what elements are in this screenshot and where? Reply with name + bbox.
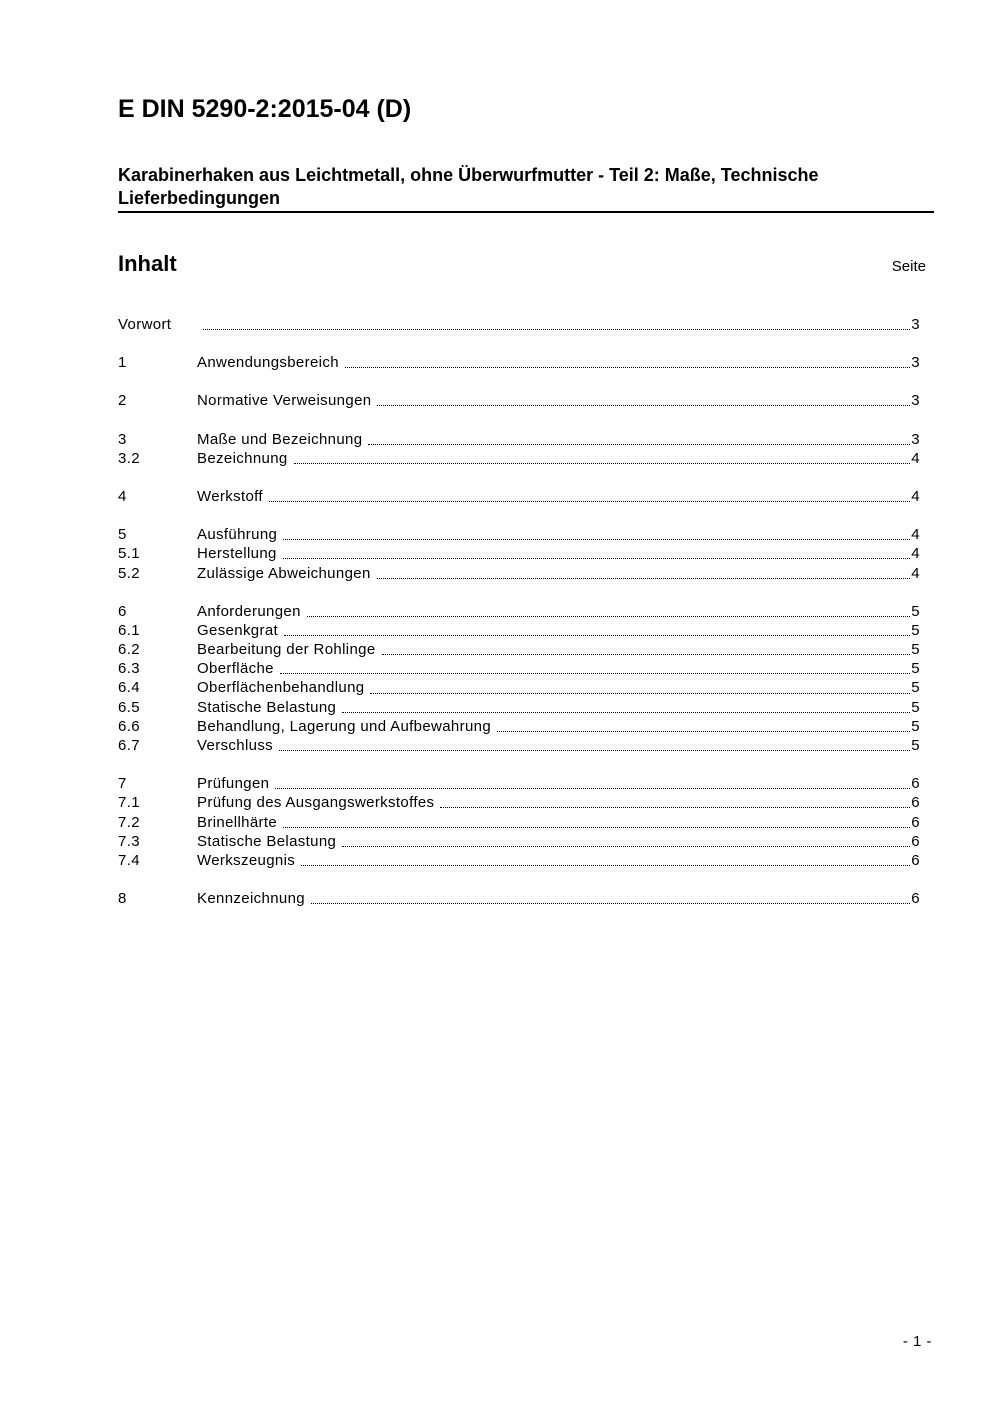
toc-dot-leader <box>307 616 911 617</box>
toc-entry-number: 7.4 <box>118 851 140 869</box>
toc-dot-leader <box>269 501 910 502</box>
toc-dot-leader <box>203 329 910 330</box>
toc-entry-number: 3 <box>118 430 127 448</box>
page-number: - 1 - <box>902 1333 932 1350</box>
toc-entry-title: Maße und Bezeichnung <box>197 430 363 448</box>
toc-entry-title: Statische Belastung <box>197 698 337 716</box>
toc-entry-vorwort[interactable] <box>118 315 920 334</box>
toc-entry-number: 6.6 <box>118 717 140 735</box>
toc-entry-number: 6.3 <box>118 660 140 678</box>
toc-entry-page: 5 <box>911 602 920 620</box>
toc-entry-page: 6 <box>911 832 920 850</box>
toc-dot-leader <box>280 673 910 674</box>
toc-entry-title: Oberflächenbehandlung <box>197 679 365 697</box>
toc-entry-number: 7.2 <box>118 813 140 831</box>
toc-entry-page: 4 <box>911 487 920 505</box>
toc-entry-page: 5 <box>911 621 920 639</box>
toc-entry-page: 6 <box>911 794 920 812</box>
toc-entry-number: 3.2 <box>118 449 140 467</box>
toc-entry-title: Anwendungsbereich <box>197 354 339 372</box>
toc-entry-number: 5.1 <box>118 545 140 563</box>
toc-entry-title: Verschluss <box>197 737 274 754</box>
toc-heading: Inhalt <box>118 251 177 276</box>
toc-entry-title: Zulässige Abweichungen <box>197 564 371 582</box>
toc-entry-6-2[interactable] <box>118 640 920 659</box>
toc-entry-number: Vorwort <box>118 316 172 333</box>
toc-entry-title: Herstellung <box>197 545 277 563</box>
toc-entry-number: 7.1 <box>118 794 140 812</box>
toc-entry-2[interactable] <box>118 391 920 410</box>
toc-dot-leader <box>284 635 910 636</box>
toc-entry-1[interactable] <box>118 353 920 372</box>
toc-entry-8[interactable] <box>118 889 920 908</box>
toc-dot-leader <box>377 405 910 406</box>
toc-entry-page: 6 <box>911 813 920 831</box>
toc-dot-leader <box>368 444 910 445</box>
toc-entry-title: Statische Belastung <box>197 832 337 850</box>
toc-entry-5[interactable] <box>118 525 920 544</box>
toc-entry-page: 5 <box>911 698 920 716</box>
toc-entry-7-2[interactable] <box>118 813 920 832</box>
toc-dot-leader <box>342 712 910 713</box>
toc-entry-page: 6 <box>911 851 920 869</box>
toc-dot-leader <box>283 827 910 828</box>
toc-entry-title: Werkszeugnis <box>197 851 296 869</box>
toc-dot-leader <box>377 578 911 579</box>
toc-entry-title: Gesenkgrat <box>197 621 279 639</box>
toc-entry-6-4[interactable] <box>118 678 920 697</box>
toc-entry-6-3[interactable] <box>118 659 920 678</box>
toc-entry-6-1[interactable] <box>118 621 920 640</box>
toc-entry-page: 6 <box>911 775 920 793</box>
toc-entry-number: 6.1 <box>118 621 140 639</box>
toc-dot-leader <box>275 788 910 789</box>
toc-entry-title: Ausführung <box>197 526 278 544</box>
toc-entry-5-1[interactable] <box>118 544 920 563</box>
toc-entry-page: 3 <box>911 316 920 333</box>
toc-entry-page: 4 <box>911 564 920 582</box>
document-title: Karabinerhaken aus Leichtmetall, ohne Überwurfmutter - Teil 2: Maße, Technische Lieferbedingungen <box>118 164 934 213</box>
toc-entry-3-2[interactable] <box>118 449 920 468</box>
toc-dot-leader <box>311 903 910 904</box>
toc-entry-7[interactable] <box>118 774 920 793</box>
toc-dot-leader <box>497 731 910 732</box>
toc-dot-leader <box>342 846 910 847</box>
toc-entry-3[interactable] <box>118 430 920 449</box>
page-column-label: Seite <box>891 258 926 275</box>
document-id: E DIN 5290-2:2015-04 (D) <box>118 95 412 123</box>
toc-entry-number: 2 <box>118 392 127 410</box>
toc-dot-leader <box>294 463 911 464</box>
toc-entry-title: Prüfungen <box>197 775 270 793</box>
toc-entry-number: 6.7 <box>118 737 140 754</box>
toc-entry-title: Bezeichnung <box>197 449 288 467</box>
toc-entry-number: 7 <box>118 775 127 793</box>
toc-entry-page: 3 <box>911 392 920 410</box>
toc-entry-page: 5 <box>911 679 920 697</box>
toc-entry-number: 6.2 <box>118 641 140 659</box>
toc-dot-leader <box>301 865 910 866</box>
toc-entry-page: 3 <box>911 430 920 448</box>
toc-entry-page: 5 <box>911 641 920 659</box>
toc-dot-leader <box>283 539 910 540</box>
toc-entry-title: Brinellhärte <box>197 813 278 831</box>
toc-entry-page: 5 <box>911 660 920 678</box>
toc-entry-title: Prüfung des Ausgangswerkstoffes <box>197 794 435 812</box>
toc-entry-page: 4 <box>911 449 920 467</box>
toc-entry-number: 1 <box>118 354 127 372</box>
toc-entry-6-5[interactable] <box>118 698 920 717</box>
toc-entry-title: Behandlung, Lagerung und Aufbewahrung <box>197 717 492 735</box>
toc-entry-title: Kennzeichnung <box>197 890 305 908</box>
toc-dot-leader <box>345 367 910 368</box>
toc-entry-7-1[interactable] <box>118 793 920 812</box>
toc-entry-title: Werkstoff <box>197 487 263 505</box>
toc-dot-leader <box>283 558 911 559</box>
toc-entry-number: 8 <box>118 890 127 908</box>
toc-dot-leader <box>370 693 910 694</box>
table-of-contents <box>118 315 920 908</box>
toc-entry-title: Normative Verweisungen <box>197 392 372 410</box>
toc-entry-number: 4 <box>118 487 127 505</box>
toc-entry-title: Anforderungen <box>197 602 301 620</box>
toc-entry-6-6[interactable] <box>118 717 920 736</box>
toc-entry-4[interactable] <box>118 487 920 506</box>
toc-entry-6-7[interactable] <box>118 736 920 755</box>
toc-entry-title: Bearbeitung der Rohlinge <box>197 641 376 659</box>
toc-entry-number: 5.2 <box>118 564 140 582</box>
toc-entry-number: 5 <box>118 526 127 544</box>
toc-entry-6[interactable] <box>118 602 920 621</box>
toc-entry-page: 4 <box>911 545 920 563</box>
toc-dot-leader <box>382 654 911 655</box>
toc-entry-page: 4 <box>911 526 920 544</box>
toc-entry-number: 6 <box>118 602 127 620</box>
toc-entry-title: Oberfläche <box>197 660 274 678</box>
toc-entry-page: 3 <box>911 354 920 372</box>
toc-entry-page: 6 <box>911 890 920 908</box>
toc-entry-number: 6.4 <box>118 679 140 697</box>
toc-entry-page: 5 <box>911 717 920 735</box>
toc-entry-page: 5 <box>911 737 920 754</box>
toc-dot-leader <box>440 807 910 808</box>
toc-entry-number: 7.3 <box>118 832 140 850</box>
toc-entry-7-3[interactable] <box>118 832 920 851</box>
toc-dot-leader <box>279 750 910 751</box>
toc-entry-number: 6.5 <box>118 698 140 716</box>
toc-entry-5-2[interactable] <box>118 564 920 583</box>
toc-entry-7-4[interactable] <box>118 851 920 870</box>
